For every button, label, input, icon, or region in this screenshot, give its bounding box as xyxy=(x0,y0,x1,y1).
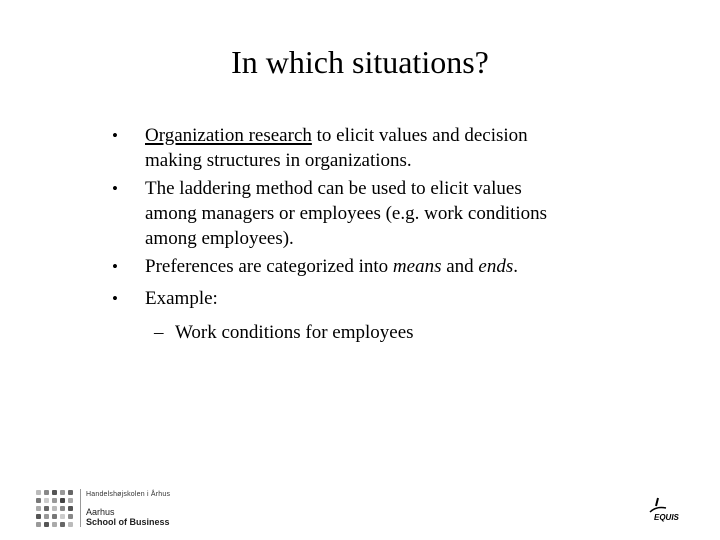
bullet-text: among employees). xyxy=(145,228,294,249)
logo-tagline: Handelshøjskolen i Århus xyxy=(86,491,171,498)
underlined-term: Organization research xyxy=(145,125,312,146)
aarhus-logo-grid-icon xyxy=(36,490,80,528)
bullet-text: The laddering method can be used to elicit values xyxy=(145,178,522,199)
equis-label: EQUIS xyxy=(654,513,679,522)
logo-name-line1: Aarhus xyxy=(86,507,115,517)
bullet-text: Example: xyxy=(145,288,218,309)
bullet-text: and xyxy=(441,256,479,277)
bullet-text: to elicit values and decision xyxy=(311,125,528,146)
equis-logo-icon xyxy=(646,494,686,528)
bullet-text: Preferences are categorized into xyxy=(145,256,393,277)
dash-symbol: – xyxy=(154,322,164,343)
italic-term-means: means xyxy=(392,256,442,277)
bullet-text: among managers or employees (e.g. work conditions xyxy=(145,203,548,224)
equis-mark-graphic xyxy=(646,494,686,528)
logo-name-line2: School of Business xyxy=(86,517,170,527)
bullet-text: making structures in organizations. xyxy=(145,150,412,171)
bullet-symbol: • xyxy=(112,126,118,145)
sub-bullet-text: Work conditions for employees xyxy=(175,322,414,343)
logo-divider xyxy=(80,489,81,527)
bullet-symbol: • xyxy=(112,257,118,276)
bullet-text: . xyxy=(513,256,518,277)
italic-term-ends: ends xyxy=(478,256,514,277)
bullet-symbol: • xyxy=(112,289,118,308)
bullet-symbol: • xyxy=(112,179,118,198)
slide-title: In which situations? xyxy=(231,44,489,80)
